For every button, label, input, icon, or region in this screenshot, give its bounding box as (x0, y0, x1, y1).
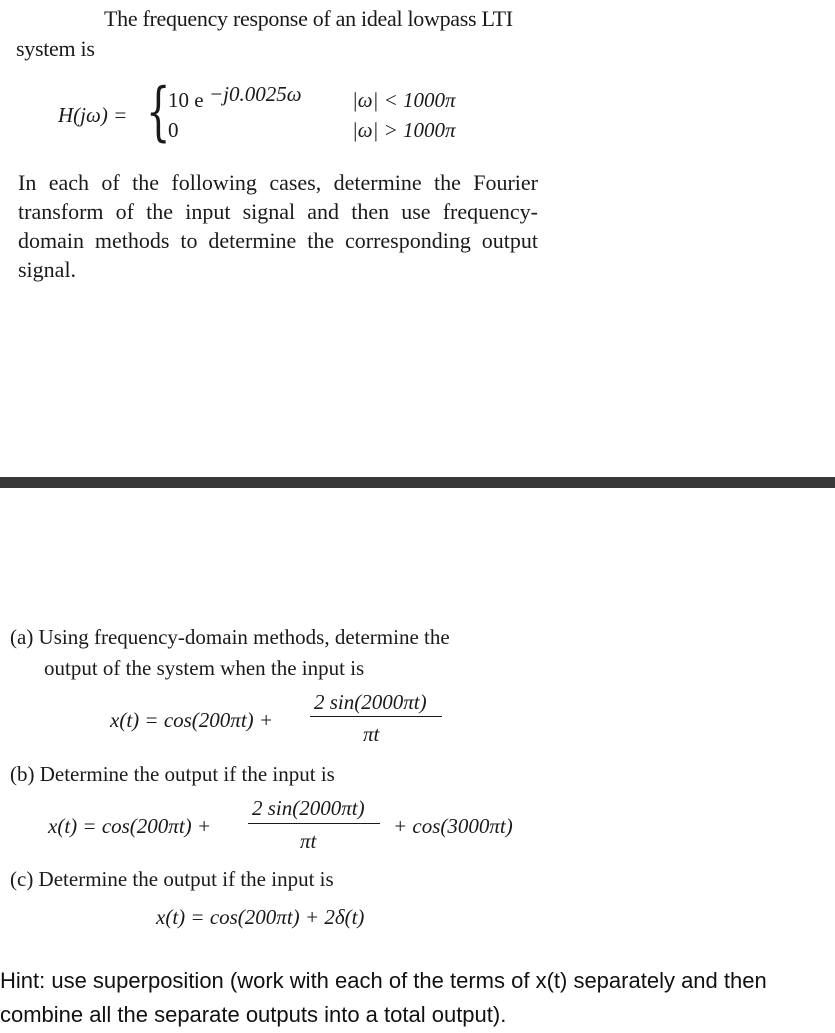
hint-text: Hint: use superposition (work with each of the terms of x(t) separately and then combine all the separate outputs into a total output). (0, 968, 767, 1027)
section-divider (0, 477, 835, 488)
part-b-fraction-bar (248, 823, 380, 824)
part-a-line-1: (a) Using frequency-domain methods, determine the (10, 625, 450, 649)
part-b-denominator: πt (300, 829, 317, 853)
part-a-fraction-bar (310, 716, 442, 717)
left-brace: { (146, 75, 171, 149)
part-b-numerator: 2 sin(2000πt) (252, 796, 365, 820)
intro-line-1: The frequency response of an ideal lowpass LTI (104, 6, 513, 31)
part-a-line-2: output of the system when the input is (44, 656, 365, 680)
case1-condition: |ω| < 1000π (352, 88, 456, 112)
part-a-numerator: 2 sin(2000πt) (314, 690, 427, 714)
case2-value: 0 (168, 118, 179, 142)
part-c-label: (c) Determine the output if the input is (10, 867, 334, 891)
instructions-paragraph: In each of the following cases, determine the Fourier transform of the input signal and then use frequency-domain methods to determine the corresponding output signal. (18, 170, 538, 282)
case1-exponent: −j0.0025ω (209, 82, 302, 106)
hfunc-lhs: H(jω) = (58, 103, 128, 127)
part-a-equation-lhs: x(t) = cos(200πt) + (110, 708, 274, 732)
case2-condition: |ω| > 1000π (352, 118, 456, 142)
case1-value: 10 e (168, 88, 204, 112)
part-a-denominator: πt (363, 722, 380, 746)
part-b-label: (b) Determine the output if the input is (10, 762, 335, 786)
part-b-equation-lhs: x(t) = cos(200πt) + (48, 814, 212, 838)
part-c-equation: x(t) = cos(200πt) + 2δ(t) (156, 905, 365, 929)
part-b-equation-rhs: + cos(3000πt) (393, 814, 513, 838)
intro-line-2: system is (16, 36, 95, 61)
